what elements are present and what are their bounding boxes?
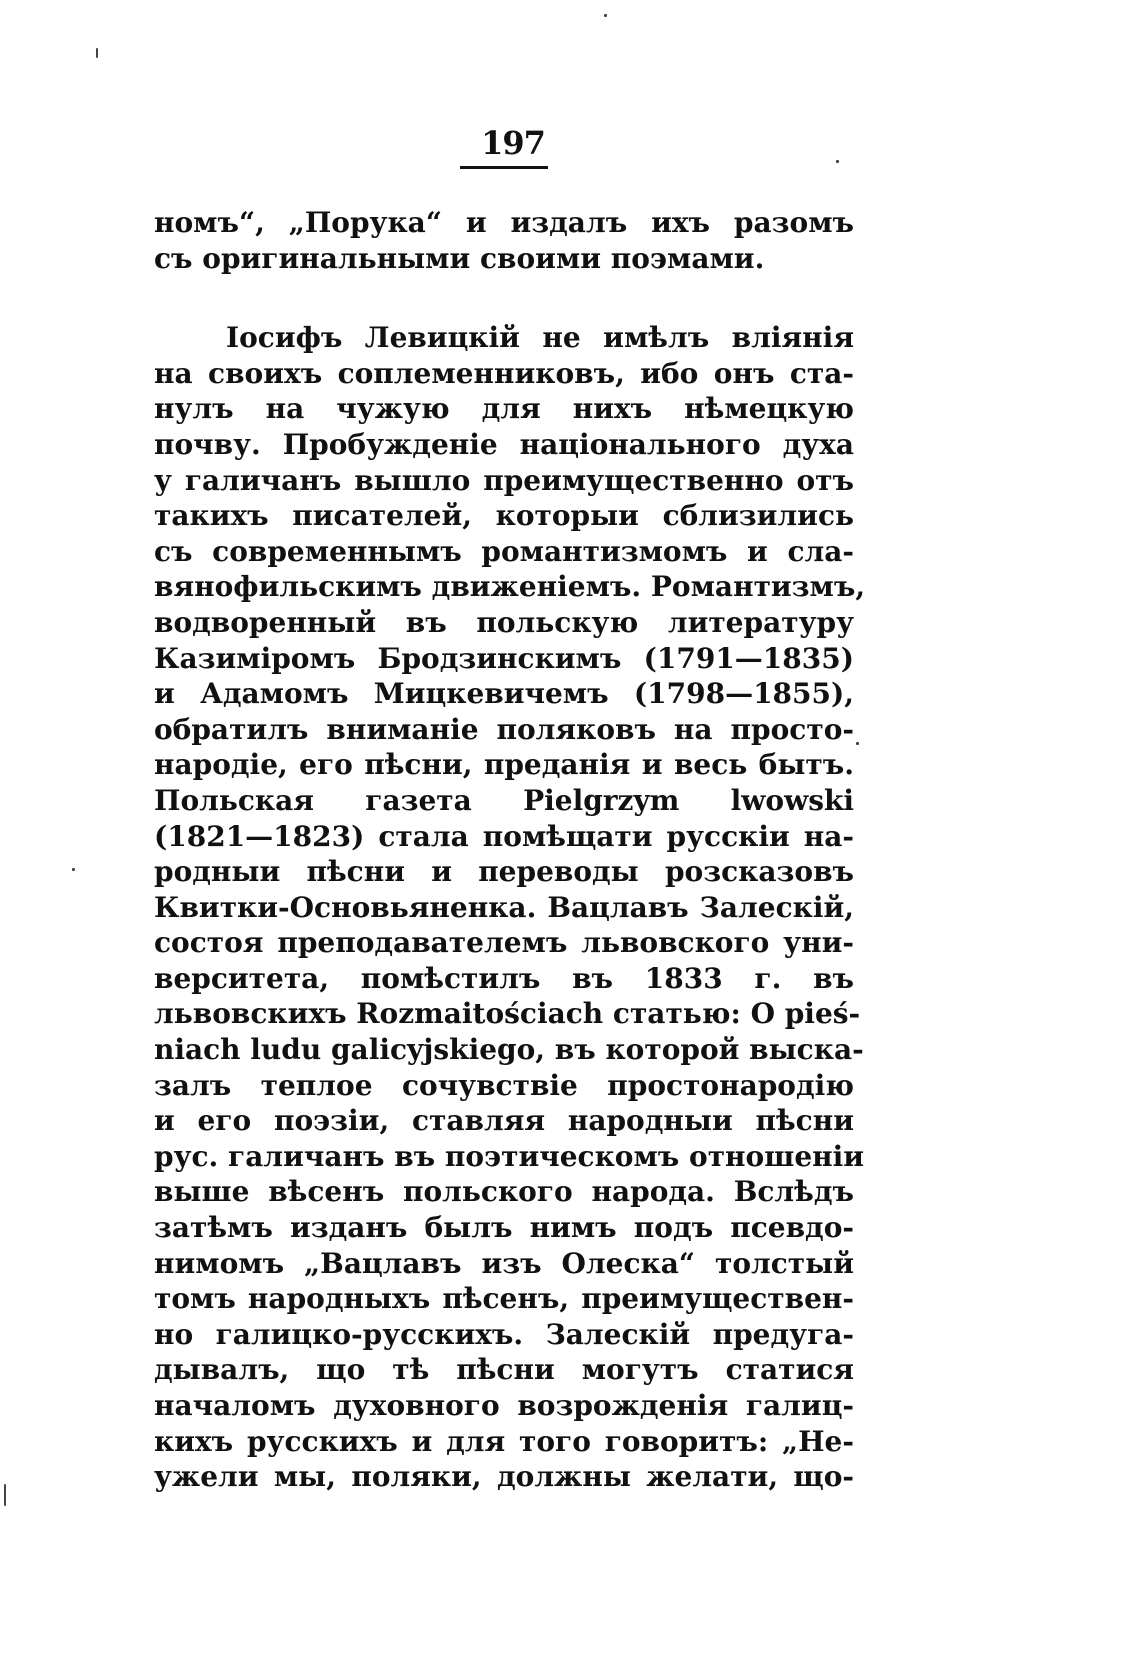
- text-line: ужели мы, поляки, должны желати, що-: [154, 1460, 854, 1494]
- text-line: Квитки-Основьяненка. Вацлавъ Залескій,: [154, 890, 854, 924]
- text-line: водворенный въ польскую литературу: [154, 605, 854, 639]
- text-line: почву. Пробужденіе національного духа: [154, 427, 854, 461]
- scan-speck: [4, 1484, 6, 1506]
- text-line: номъ“, „Порука“ и издалъ ихъ разомъ: [154, 206, 854, 239]
- text-line: на своихъ соплеменниковъ, ибо онъ ста-: [154, 356, 854, 390]
- text-line: состоя преподавателемъ львовского уни-: [154, 926, 854, 960]
- text-line: народіе, его пѣсни, преданія и весь бытъ.: [154, 748, 854, 782]
- text-line: (1821—1823) стала помѣщати русскіи на-: [154, 819, 854, 853]
- text-line: нулъ на чужую для нихъ нѣмецкую: [154, 392, 854, 426]
- text-line: обратилъ вниманіе поляковъ на просто-: [154, 712, 854, 746]
- page-number: 197: [481, 124, 545, 162]
- text-line: съ оригинальными своими поэмами.: [154, 241, 765, 275]
- text-line: выше вѣсенъ польского народа. Вслѣдъ: [154, 1175, 854, 1209]
- paragraph-main: [154, 320, 866, 1495]
- text-line: niach ludu galicyjskiego, въ которой выска-: [154, 1033, 864, 1067]
- text-line: Казиміромъ Бродзинскимъ (1791—1835): [154, 641, 854, 675]
- text-line: рус. галичанъ въ поэтическомъ отношеніи: [154, 1139, 865, 1173]
- scan-speck: [836, 160, 839, 163]
- paragraph-continuation: [154, 205, 854, 276]
- text-line: верситета, помѣстилъ въ 1833 г. въ: [154, 961, 854, 995]
- scan-speck: [856, 742, 859, 745]
- text-line: родныи пѣсни и переводы розсказовъ: [154, 855, 854, 889]
- text-line: и его поэзіи, ставляя народныи пѣсни: [154, 1104, 854, 1138]
- text-line: Іосифъ Левицкій не имѣлъ вліянія: [226, 321, 854, 355]
- text-line: залъ теплое сочувствіе простонародію: [154, 1068, 854, 1102]
- text-line: съ современнымъ романтизмомъ и сла-: [154, 534, 854, 568]
- text-line: у галичанъ вышло преимущественно отъ: [154, 463, 854, 497]
- body-text: [154, 205, 866, 1495]
- text-line: но галицко-русскихъ. Залескій предуга-: [154, 1317, 854, 1351]
- scan-speck: [96, 48, 98, 58]
- scan-speck: [72, 868, 75, 871]
- text-line: томъ народныхъ пѣсенъ, преимуществен-: [154, 1282, 854, 1316]
- text-line: и Адамомъ Мицкевичемъ (1798—1855),: [154, 677, 854, 711]
- paragraph-gap: [154, 276, 854, 320]
- text-line: такихъ писателей, которыи сблизились: [154, 499, 854, 533]
- text-line: началомъ духовного возрожденія галиц-: [154, 1389, 854, 1422]
- text-line: нимомъ „Вацлавъ изъ Олеска“ толстый: [154, 1246, 854, 1280]
- scan-speck: [604, 14, 607, 17]
- page-number-rule: [460, 166, 548, 169]
- text-line: Польская газета Pielgrzym lwowski: [154, 783, 854, 817]
- text-line: дывалъ, що тѣ пѣсни могутъ статися: [154, 1353, 854, 1387]
- text-line: львовскихъ Rozmaitościach статью: О pieś-: [154, 997, 861, 1031]
- text-line: кихъ русскихъ и для того говоритъ: „Не-: [154, 1424, 854, 1458]
- text-line: вянофильскимъ движеніемъ. Романтизмъ,: [154, 570, 866, 604]
- text-line: затѣмъ изданъ былъ нимъ подъ псевдо-: [154, 1211, 854, 1245]
